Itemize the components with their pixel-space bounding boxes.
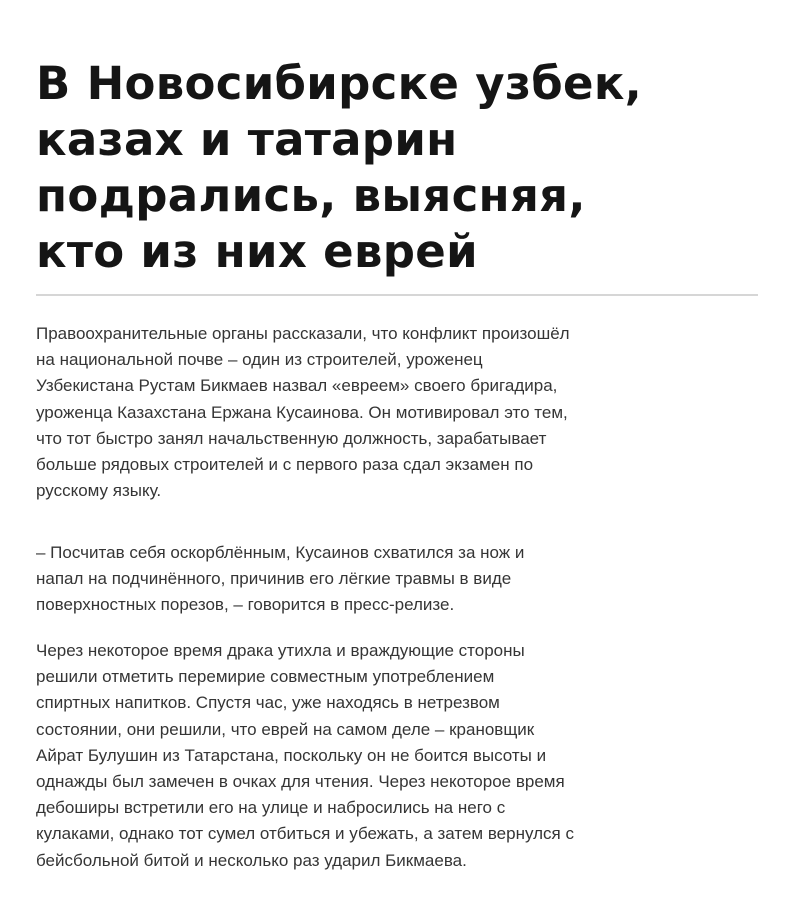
paragraph-line: уроженца Казахстана Ержана Кусаинова. Он мотивировал это тем, <box>36 402 568 422</box>
headline-line: подрались, выясняя, <box>36 169 586 222</box>
paragraph-line: Айрат Булушин из Татарстана, поскольку он не боится высоты и <box>36 745 547 765</box>
paragraph-line: Через некоторое время драка утихла и враждующие стороны <box>36 641 525 660</box>
paragraph-line: состоянии, они решили, что еврей на самом деле – крановщик <box>36 719 535 739</box>
article-headline <box>36 56 776 280</box>
paragraph-line: поверхностных порезов, – говорится в пресс-релизе. <box>36 595 455 615</box>
headline-line: кто из них еврей <box>36 225 478 278</box>
article-paragraph-3 <box>36 638 766 874</box>
paragraph-line: решили отметить перемирие совместным употреблением <box>36 667 495 687</box>
article-paragraph-2 <box>36 540 766 619</box>
headline-line: казах и татарин <box>36 113 458 166</box>
paragraph-line: Правоохранительные органы рассказали, что конфликт произошёл <box>36 324 570 343</box>
paragraph-line: больше рядовых строителей и с первого раза сдал экзамен по <box>36 455 534 475</box>
paragraph-line: спиртных напитков. Спустя час, уже находясь в нетрезвом <box>36 693 500 713</box>
headline-divider <box>36 294 758 296</box>
paragraph-line: Узбекистана Рустам Бикмаев назвал «евреем» своего бригадира, <box>36 376 558 396</box>
paragraph-line: русскому языку. <box>36 481 162 501</box>
paragraph-line: что тот быстро занял начальственную должность, зарабатывает <box>36 428 547 448</box>
paragraph-line: кулаками, однако тот сумел отбиться и убежать, а затем вернулся с <box>36 824 574 844</box>
paragraph-line: напал на подчинённого, причинив его лёгкие травмы в виде <box>36 569 512 589</box>
paragraph-line: дебоширы встретили его на улице и набросились на него с <box>36 798 506 818</box>
article-paragraph-1 <box>36 321 766 504</box>
paragraph-line: бейсбольной битой и несколько раз ударил Бикмаева. <box>36 850 467 870</box>
paragraph-line: – Посчитав себя оскорблённым, Кусаинов схватился за нож и <box>36 543 525 562</box>
paragraph-line: однажды был замечен в очках для чтения. Через некоторое время <box>36 772 565 792</box>
headline-line: В Новосибирске узбек, <box>36 57 643 110</box>
paragraph-line: на национальной почве – один из строителей, уроженец <box>36 350 483 370</box>
